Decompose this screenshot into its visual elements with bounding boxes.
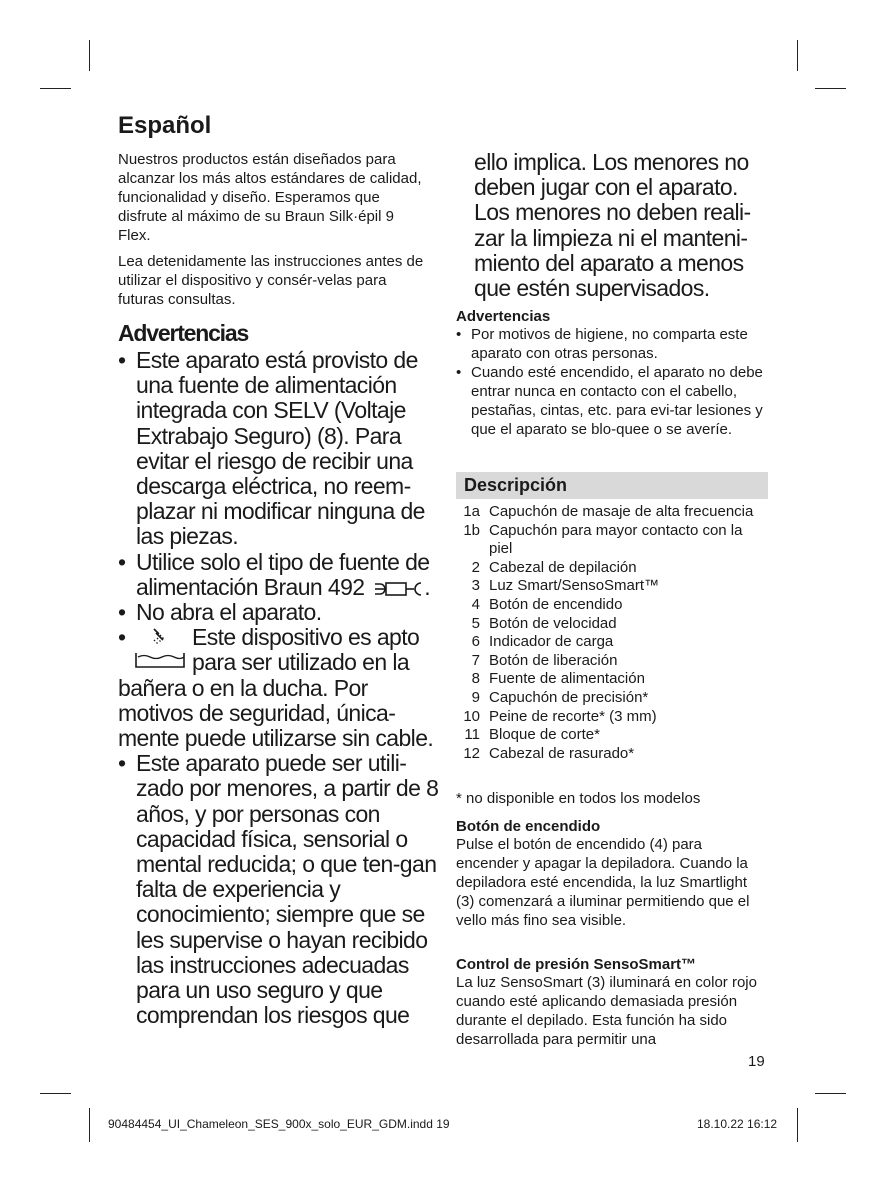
crop-mark	[815, 88, 846, 89]
part-number: 2	[471, 558, 480, 576]
crop-mark	[40, 88, 71, 89]
power-heading: Botón de encendido	[456, 818, 601, 835]
part-number: 3	[471, 577, 480, 595]
part-number: 1b	[463, 521, 480, 539]
warning-text: Este aparato puede ser utili-zado por menores, a partir de 8 años, y por personas con capacidad física, sensorial o mental reducida; o que ten-gan falta de experiencia y conocimiento; siempre que se les supervise o hayan recibido las instrucciones adecuadas para un uso seguro y que comprendan los riesgos que	[136, 750, 439, 1029]
warning-text-end: .	[424, 573, 431, 600]
part-item	[456, 689, 768, 708]
crop-mark	[40, 1093, 71, 1094]
bullet: •	[118, 624, 126, 651]
warning-item	[118, 751, 440, 1028]
crop-mark	[89, 1108, 90, 1142]
small-warnings-block	[456, 308, 768, 439]
part-label: Indicador de carga	[489, 633, 614, 651]
warning-text: No abra el aparato.	[136, 599, 322, 626]
part-label: Peine de recorte* (3 mm)	[489, 707, 657, 725]
part-item	[456, 726, 768, 745]
description-heading: Descripción	[464, 475, 568, 495]
small-warning-text: Por motivos de higiene, no comparta este aparato con otras personas.	[471, 326, 748, 362]
warning-item	[118, 600, 440, 625]
part-label: Bloque de corte*	[489, 726, 600, 744]
small-warning-item	[456, 363, 768, 439]
selv-transformer-icon	[372, 580, 424, 598]
part-number: 6	[471, 633, 480, 651]
intro-paragraph: Nuestros productos están diseñados para alcanzar los más altos estándares de calidad, funcionalidad y diseño. Esperamos que disfrute al máximo de su Braun Silk·épil 9 Flex.	[118, 151, 422, 244]
part-number: 8	[471, 670, 480, 688]
page-title: Español	[118, 112, 212, 139]
part-label: Capuchón de precisión*	[489, 688, 649, 706]
bullet: •	[118, 599, 126, 626]
part-label: Botón de velocidad	[489, 614, 617, 632]
part-number: 9	[471, 688, 480, 706]
part-label: Capuchón para mayor contacto con la piel	[489, 521, 743, 558]
crop-mark	[815, 1093, 846, 1094]
crop-mark	[797, 1108, 798, 1142]
part-item	[456, 559, 768, 578]
part-item	[456, 577, 768, 596]
part-label: Fuente de alimentación	[489, 670, 645, 688]
warning-text: Este dispositivo es apto para ser utilizado en la bañera o en la ducha. Por motivos de seguridad, única-mente puede utilizarse sin cable.	[118, 624, 434, 752]
footer-file: 90484454_UI_Chameleon_SES_900x_solo_EUR_GDM.indd 19	[108, 1117, 450, 1131]
footnote: * no disponible en todos los modelos	[456, 790, 701, 807]
part-item	[456, 615, 768, 634]
part-item	[456, 522, 768, 559]
pressure-text: La luz SensoSmart (3) iluminará en color rojo cuando esté aplicando demasiada presión durante el depilado. Esta función ha sido desarrollada para permitir una	[456, 974, 757, 1048]
warning-item	[118, 348, 440, 550]
intro-paragraph: Lea detenidamente las instrucciones antes de utilizar el dispositivo y consér-velas para futuras consultas.	[118, 253, 424, 308]
part-item	[456, 708, 768, 727]
small-warning-item	[456, 325, 768, 363]
part-label: Capuchón de masaje de alta frecuencia	[489, 503, 754, 520]
warning-item	[118, 550, 440, 600]
part-item	[456, 670, 768, 689]
warning-continuation: ello implica. Los menores no deben jugar con el aparato. Los menores no deben reali-zar la limpieza ni el manteni-miento del aparato a menos que estén supervisados.	[474, 149, 751, 302]
part-number: 4	[471, 595, 480, 613]
bullet: •	[118, 548, 126, 575]
small-warnings-list	[456, 325, 768, 439]
bullet: •	[118, 347, 126, 373]
part-item	[456, 503, 768, 522]
crop-mark	[89, 40, 90, 71]
footer-date: 18.10.22 16:12	[697, 1117, 778, 1131]
bullet: •	[456, 364, 462, 381]
page-number: 19	[748, 1053, 765, 1070]
power-text: Pulse el botón de encendido (4) para encender y apagar la depiladora. Cuando la depiladora esté encendida, la luz Smartlight (3) comenzará a iluminar permitiendo que el vello más fino sea visible.	[456, 836, 750, 929]
bullet: •	[118, 750, 126, 777]
part-number: 11	[464, 726, 480, 744]
part-number: 12	[463, 744, 480, 762]
pressure-heading: Control de presión SensoSmart™	[456, 956, 697, 973]
parts-list	[456, 503, 768, 763]
part-item	[456, 745, 768, 764]
warning-text: Este aparato está provisto de una fuente de alimentación integrada con SELV (Voltaje Extrabajo Seguro) (8). Para evitar el riesgo de recibir una descarga eléctrica, no reem-plazar ni modificar ninguna de las piezas.	[136, 347, 425, 550]
shower-bathtub-icon	[118, 625, 188, 671]
part-label: Cabezal de depilación	[489, 558, 637, 576]
part-item	[456, 596, 768, 615]
crop-mark	[797, 40, 798, 71]
part-item	[456, 652, 768, 671]
bullet: •	[456, 326, 462, 343]
warning-text: Utilice solo el tipo de fuente de alimentación Braun 492	[136, 548, 430, 600]
part-number: 7	[471, 651, 480, 669]
small-warning-text: Cuando esté encendido, el aparato no debe entrar nunca en contacto con el cabello, pestañas, cintas, etc. para evi-tar lesiones y que el aparato se blo-quee o se averíe.	[471, 364, 763, 438]
warning-item	[118, 625, 440, 751]
part-number: 5	[471, 614, 480, 632]
small-warnings-heading: Advertencias	[456, 308, 551, 325]
part-label: Botón de encendido	[489, 595, 623, 613]
power-section	[456, 818, 768, 930]
part-label: Cabezal de rasurado*	[489, 744, 635, 762]
pressure-section	[456, 956, 768, 1049]
part-number: 10	[463, 707, 480, 725]
warnings-list	[118, 348, 440, 1028]
part-item	[456, 633, 768, 652]
part-number: 1a	[463, 503, 480, 520]
part-label: Botón de liberación	[489, 651, 618, 669]
description-heading-bar	[456, 472, 768, 499]
part-label: Luz Smart/SensoSmart™	[489, 577, 660, 595]
warnings-heading: Advertencias	[118, 320, 249, 346]
